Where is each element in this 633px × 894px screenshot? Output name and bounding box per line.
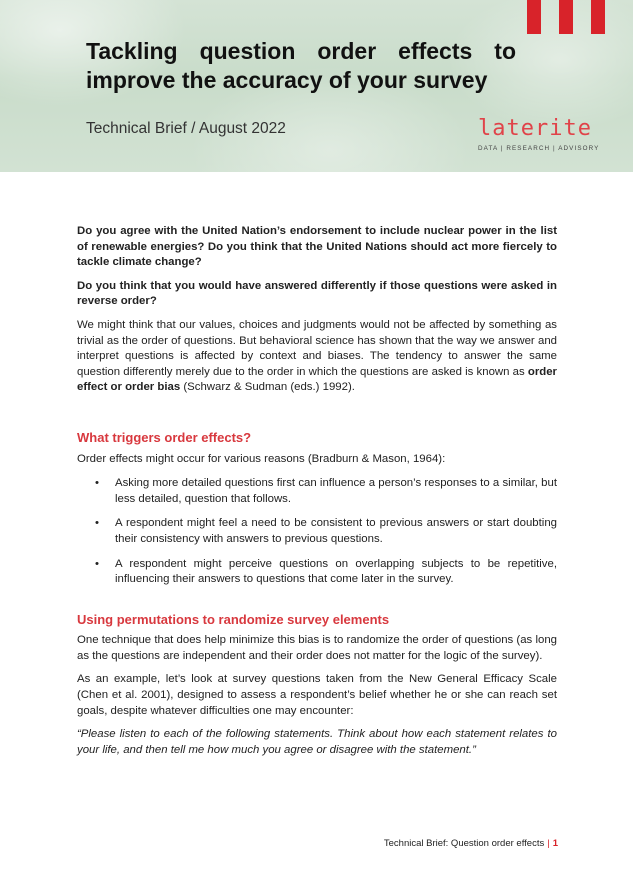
section-heading-triggers: What triggers order effects?	[77, 429, 252, 445]
section1-lead: Order effects might occur for various reasons (Bradburn & Mason, 1964):	[77, 452, 446, 465]
document-body	[77, 224, 557, 766]
section2-paragraph-2: As an example, let’s look at survey questions taken from the New General Efficacy Scale (Chen et al. 2001), designed to assess a respondent’s belief whether he or she can reach set goals, despite whatever difficulties one may encounter:	[77, 673, 557, 717]
list-item: • A respondent might feel a need to be consistent to previous answers or start doubting their consistency with answers to previous questions.	[95, 517, 557, 545]
brand-bars	[527, 0, 605, 34]
logo-wordmark: laterite	[478, 116, 592, 141]
section2-paragraph-1: One technique that does help minimize this bias is to randomize the order of questions (as long as the questions are independent and their order does not matter for the logic of the survey).	[77, 634, 557, 662]
intro-text-b: (Schwarz & Sudman (eds.) 1992).	[180, 381, 355, 394]
list-item: • A respondent might perceive questions on overlapping subjects to be repetitive, influencing their answers to questions that come later in the survey.	[95, 557, 557, 586]
triggers-list	[77, 476, 557, 588]
page-number: 1	[552, 838, 558, 849]
footer-separator: |	[547, 838, 550, 849]
document-subtitle: Technical Brief / August 2022	[86, 120, 286, 137]
intro-text-a: We might think that our values, choices and judgments would not be affected by something as trivial as the order of questions. But behavioral science has shown that the way we answer and interpret questions is affected by context and biases. The tendency to answer the same question differently merely due to the order in which the questions are asked is known as	[77, 318, 557, 378]
intro-question-2: Do you think that you would have answered differently if those questions were asked in reverse order?	[77, 279, 557, 308]
list-item: • Asking more detailed questions first can influence a person’s responses to a similar, but less detailed, question that follows.	[95, 477, 557, 505]
page-footer	[384, 838, 558, 849]
footer-label: Technical Brief: Question order effects	[383, 838, 545, 849]
intro-term: order effect or order bias	[77, 365, 557, 394]
page-header	[0, 0, 633, 172]
section-heading-permutations: Using permutations to randomize survey elements	[77, 611, 390, 627]
logo-tagline: DATA | RESEARCH | ADVISORY	[478, 145, 600, 152]
laterite-logo	[478, 117, 608, 152]
section2-quote: “Please listen to each of the following statements. Think about how each statement relates to your life, and then tell me how much you agree or disagree with the statement.”	[77, 728, 557, 756]
intro-paragraph	[77, 318, 557, 396]
intro-question-1: Do you agree with the United Nation’s endorsement to include nuclear power in the list of renewable energies? Do you think that the United Nations should act more fiercely to tackle climate change?	[77, 225, 557, 269]
document-title: Tackling question order effects to improve the accuracy of your survey	[86, 38, 516, 93]
